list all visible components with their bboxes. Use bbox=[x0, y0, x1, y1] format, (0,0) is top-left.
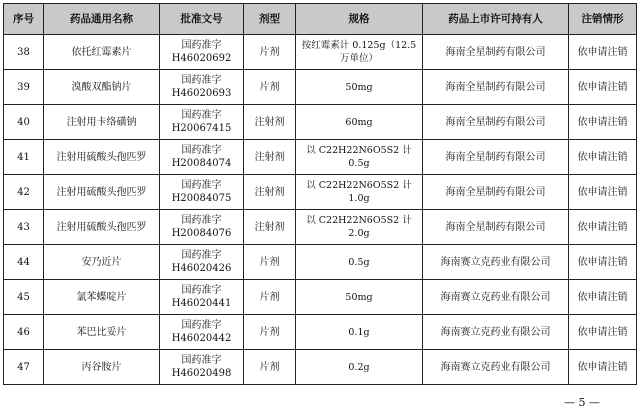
specification: 60mg bbox=[296, 105, 423, 140]
license-holder: 海南赛立克药业有限公司 bbox=[423, 245, 569, 280]
approval-prefix: 国药准字 bbox=[181, 250, 222, 261]
table-row bbox=[4, 70, 637, 105]
license-holder: 海南全星制药有限公司 bbox=[423, 105, 569, 140]
header-cell: 剂型 bbox=[244, 4, 296, 35]
specification: 0.2g bbox=[296, 350, 423, 385]
cancellation-status: 依申请注销 bbox=[569, 70, 637, 105]
approval-number bbox=[160, 35, 244, 70]
cancellation-status: 依申请注销 bbox=[569, 350, 637, 385]
dosage-form: 片剂 bbox=[244, 70, 296, 105]
row-number: 38 bbox=[4, 35, 44, 70]
row-number: 42 bbox=[4, 175, 44, 210]
approval-prefix: 国药准字 bbox=[181, 145, 222, 156]
license-holder: 海南全星制药有限公司 bbox=[423, 175, 569, 210]
approval-code: H46020441 bbox=[171, 298, 232, 309]
approval-number bbox=[160, 210, 244, 245]
header-cell: 药品上市许可持有人 bbox=[423, 4, 569, 35]
dosage-form: 片剂 bbox=[244, 35, 296, 70]
table-body bbox=[4, 35, 637, 385]
table-row bbox=[4, 175, 637, 210]
cancellation-status: 依申请注销 bbox=[569, 35, 637, 70]
license-holder: 海南赛立克药业有限公司 bbox=[423, 280, 569, 315]
drug-name: 安乃近片 bbox=[44, 245, 160, 280]
specification: 以 C22H22N6O5S2 计 1.0g bbox=[296, 175, 423, 210]
approval-number bbox=[160, 105, 244, 140]
license-holder: 海南全星制药有限公司 bbox=[423, 210, 569, 245]
cancellation-status: 依申请注销 bbox=[569, 280, 637, 315]
table-row bbox=[4, 280, 637, 315]
approval-code: H46020692 bbox=[171, 53, 232, 64]
approval-code: H20084076 bbox=[171, 228, 232, 239]
dosage-form: 注射剂 bbox=[244, 210, 296, 245]
approval-prefix: 国药准字 bbox=[181, 180, 222, 191]
header-cell: 规格 bbox=[296, 4, 423, 35]
dosage-form: 注射剂 bbox=[244, 175, 296, 210]
row-number: 46 bbox=[4, 315, 44, 350]
dosage-form: 片剂 bbox=[244, 245, 296, 280]
dosage-form: 片剂 bbox=[244, 280, 296, 315]
approval-number bbox=[160, 350, 244, 385]
cancellation-status: 依申请注销 bbox=[569, 245, 637, 280]
document-page bbox=[3, 3, 636, 409]
approval-number bbox=[160, 70, 244, 105]
approval-code: H46020693 bbox=[171, 88, 232, 99]
approval-number bbox=[160, 175, 244, 210]
row-number: 39 bbox=[4, 70, 44, 105]
table-row bbox=[4, 140, 637, 175]
table-row bbox=[4, 35, 637, 70]
approval-prefix: 国药准字 bbox=[181, 40, 222, 51]
header-cell: 序号 bbox=[4, 4, 44, 35]
approval-number bbox=[160, 280, 244, 315]
approval-code: H20084074 bbox=[171, 158, 232, 169]
drug-name: 丙谷胺片 bbox=[44, 350, 160, 385]
specification: 按红霉素计 0.125g（12.5万单位） bbox=[296, 35, 423, 70]
approval-number bbox=[160, 140, 244, 175]
specification: 以 C22H22N6O5S2 计 2.0g bbox=[296, 210, 423, 245]
approval-prefix: 国药准字 bbox=[181, 215, 222, 226]
row-number: 44 bbox=[4, 245, 44, 280]
drug-name: 溴酸双酯钠片 bbox=[44, 70, 160, 105]
specification: 0.5g bbox=[296, 245, 423, 280]
drug-name: 依托红霉素片 bbox=[44, 35, 160, 70]
cancellation-status: 依申请注销 bbox=[569, 210, 637, 245]
specification: 以 C22H22N6O5S2 计 0.5g bbox=[296, 140, 423, 175]
table-row bbox=[4, 105, 637, 140]
cancellation-table bbox=[3, 3, 637, 385]
header-cell: 药品通用名称 bbox=[44, 4, 160, 35]
header-cell: 注销情形 bbox=[569, 4, 637, 35]
specification: 0.1g bbox=[296, 315, 423, 350]
approval-number bbox=[160, 245, 244, 280]
specification: 50mg bbox=[296, 280, 423, 315]
drug-name: 注射用卡络磺钠 bbox=[44, 105, 160, 140]
approval-prefix: 国药准字 bbox=[181, 355, 222, 366]
drug-name: 氯苯蝶啶片 bbox=[44, 280, 160, 315]
page-number: — 5 — bbox=[564, 396, 600, 409]
approval-prefix: 国药准字 bbox=[181, 320, 222, 331]
license-holder: 海南赛立克药业有限公司 bbox=[423, 315, 569, 350]
row-number: 45 bbox=[4, 280, 44, 315]
dosage-form: 注射剂 bbox=[244, 140, 296, 175]
table-row bbox=[4, 245, 637, 280]
header-cell: 批准文号 bbox=[160, 4, 244, 35]
approval-code: H20084075 bbox=[171, 193, 232, 204]
row-number: 43 bbox=[4, 210, 44, 245]
dosage-form: 片剂 bbox=[244, 315, 296, 350]
row-number: 47 bbox=[4, 350, 44, 385]
cancellation-status: 依申请注销 bbox=[569, 105, 637, 140]
approval-code: H46020442 bbox=[171, 333, 232, 344]
approval-number bbox=[160, 315, 244, 350]
table-row bbox=[4, 210, 637, 245]
cancellation-status: 依申请注销 bbox=[569, 140, 637, 175]
dosage-form: 注射剂 bbox=[244, 105, 296, 140]
drug-name: 注射用硫酸头孢匹罗 bbox=[44, 140, 160, 175]
drug-name: 注射用硫酸头孢匹罗 bbox=[44, 210, 160, 245]
table-row bbox=[4, 350, 637, 385]
cancellation-status: 依申请注销 bbox=[569, 315, 637, 350]
license-holder: 海南全星制药有限公司 bbox=[423, 70, 569, 105]
cancellation-status: 依申请注销 bbox=[569, 175, 637, 210]
approval-code: H46020498 bbox=[171, 368, 232, 379]
dosage-form: 片剂 bbox=[244, 350, 296, 385]
license-holder: 海南赛立克药业有限公司 bbox=[423, 350, 569, 385]
approval-prefix: 国药准字 bbox=[181, 75, 222, 86]
approval-code: H46020426 bbox=[171, 263, 232, 274]
approval-code: H20067415 bbox=[171, 123, 232, 134]
approval-prefix: 国药准字 bbox=[181, 285, 222, 296]
row-number: 40 bbox=[4, 105, 44, 140]
table-header-row bbox=[4, 4, 637, 35]
table-row bbox=[4, 315, 637, 350]
license-holder: 海南全星制药有限公司 bbox=[423, 140, 569, 175]
row-number: 41 bbox=[4, 140, 44, 175]
license-holder: 海南全星制药有限公司 bbox=[423, 35, 569, 70]
approval-prefix: 国药准字 bbox=[181, 110, 222, 121]
drug-name: 注射用硫酸头孢匹罗 bbox=[44, 175, 160, 210]
specification: 50mg bbox=[296, 70, 423, 105]
drug-name: 苯巴比妥片 bbox=[44, 315, 160, 350]
